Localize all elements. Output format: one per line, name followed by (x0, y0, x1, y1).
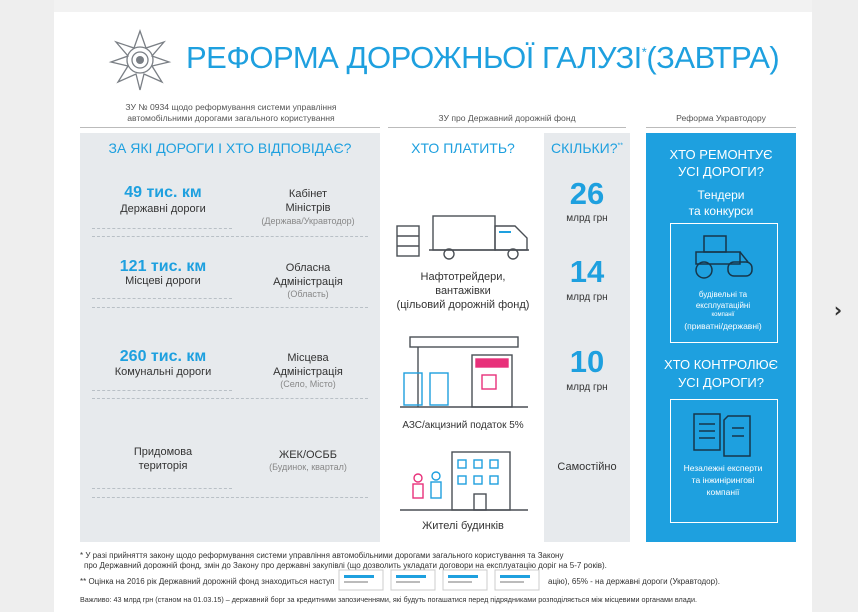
repair-question-line1: ХТО РЕМОНТУЄ (669, 147, 773, 162)
amount1-unit: млрд грн (566, 213, 608, 224)
amount2-unit: млрд грн (566, 292, 608, 303)
payer1-line3: (цільовий дорожній фонд) (396, 299, 530, 311)
row3-dash-b (92, 398, 368, 399)
control-question-line2: УСІ ДОРОГИ? (678, 375, 764, 390)
control-question-line1: ХТО КОНТРОЛЮЄ (664, 357, 778, 372)
left-section-caption (80, 102, 382, 124)
row4-dash-b (92, 497, 368, 498)
row1-dash-a (92, 228, 232, 229)
amount4-label: Самостійно (557, 461, 617, 473)
left-section-divider (80, 127, 380, 128)
mid-section-divider (388, 127, 626, 128)
experts-line3: компанії (706, 487, 740, 497)
experts-line1: Незалежні експерти (683, 463, 763, 473)
amount-heading-text: СКІЛЬКИ? (551, 140, 618, 156)
payer1-line2: вантажівки (435, 285, 491, 297)
next-slide-button[interactable] (826, 296, 850, 324)
experts-line2: та інжинірингові (691, 475, 755, 485)
row2-dash-a (92, 298, 232, 299)
title-star: * (641, 44, 647, 60)
row4-road: Придомова (133, 446, 193, 458)
right-section-caption: Реформа Укравтодору (676, 113, 766, 123)
row2-note: (Область) (287, 289, 329, 299)
roads-panel-heading: ЗА ЯКІ ДОРОГИ І ХТО ВІДПОВІДАЄ? (108, 140, 352, 156)
payer3-label: Жителі будинків (422, 520, 504, 532)
row3-road: Комунальні дороги (114, 366, 212, 378)
row1-who2: Міністрів (285, 202, 331, 214)
row3-dash-a (92, 390, 232, 391)
row2-road: Місцеві дороги (125, 275, 201, 287)
ministry-emblem-icon (108, 28, 172, 92)
row1-note: (Держава/Укравтодор) (261, 216, 355, 226)
row2-who2: Адміністрація (273, 276, 343, 288)
documents-icon (690, 410, 760, 460)
truck-icon (395, 212, 535, 262)
road-roller-icon (688, 232, 760, 280)
row1-amount: 49 тис. км (124, 184, 202, 201)
title-main: РЕФОРМА ДОРОЖНЬОЇ ГАЛУЗІ (186, 40, 642, 75)
residents-house-icon (400, 450, 530, 512)
contractors-line1: будівельні та (698, 290, 748, 299)
amount-heading (544, 140, 630, 156)
row3-who: Місцева (287, 352, 329, 364)
footnote3: Важливо: 43 млрд грн (станом на 01.03.15) – державний борг за кредитними запозиченнями, які будуть погашатися перед підрядниками розподіляється між місцевими органами влади. (80, 595, 697, 604)
title-tail: (ЗАВТРА) (646, 40, 780, 75)
right-section-divider (646, 127, 796, 128)
footnote2-end: ацію), 65% - на державні дороги (Укравтодор). (548, 577, 720, 586)
contractors-line2: експлуатаційні (695, 301, 751, 310)
row3-who2: Адміністрація (273, 366, 343, 378)
gas-station-icon (400, 335, 530, 411)
payer1-line1: Нафтотрейдери, (420, 271, 506, 283)
footnote1-line1: * У разі прийняття закону щодо реформування системи управління автомобільними дорогами загального користування та Закону (80, 551, 564, 560)
row1-dash-b (92, 236, 368, 237)
viewer-left-margin (0, 0, 54, 612)
amount2-number: 14 (569, 254, 605, 289)
row2-dash-b (92, 307, 368, 308)
tenders-line2: та конкурси (688, 204, 754, 218)
left-caption-line2: автомобільними дорогами загального користування (127, 113, 335, 123)
contractors-line4: (приватні/державні) (684, 321, 762, 331)
row4-who: ЖЕК/ОСББ (279, 449, 337, 461)
row2-who: Обласна (285, 262, 331, 274)
repair-question-line2: УСІ ДОРОГИ? (678, 164, 764, 179)
amount-heading-star: ** (617, 142, 623, 150)
payer2-label: АЗС/акцизний податок 5% (402, 420, 524, 431)
page-title (186, 40, 779, 76)
thumbnail-strip[interactable] (338, 569, 546, 591)
row4-road2: територія (138, 460, 188, 472)
tenders-line1: Тендери (697, 188, 745, 202)
row3-amount: 260 тис. км (119, 348, 207, 365)
row2-amount: 121 тис. км (119, 258, 207, 275)
row1-road: Державні дороги (120, 203, 206, 215)
mid-section-caption: ЗУ про Державний дорожній фонд (438, 113, 576, 123)
who-pays-heading: ХТО ПЛАТИТЬ? (411, 140, 515, 156)
row1-who: Кабінет (288, 188, 328, 200)
amount3-number: 10 (569, 344, 605, 379)
left-caption-line1: ЗУ № 0934 щодо реформування системи управління (125, 102, 337, 112)
footnote2-start: ** Оцінка на 2016 рік Державний дорожній фонд знаходиться наступ (80, 577, 335, 586)
row4-dash-a (92, 488, 232, 489)
chevron-right-icon: › (833, 298, 843, 322)
contractors-line3: компанії (711, 312, 735, 318)
footnote1-line2: про Державний дорожній фонд, змін до Закону про державні закупівлі (що дозволить укладати договори на експлуатацію доріг на 5-7 років). (84, 561, 607, 570)
row3-note: (Село, Місто) (280, 379, 336, 389)
amount1-number: 26 (569, 176, 605, 211)
row4-note: (Будинок, квартал) (269, 462, 347, 472)
amount3-unit: млрд грн (566, 382, 608, 393)
